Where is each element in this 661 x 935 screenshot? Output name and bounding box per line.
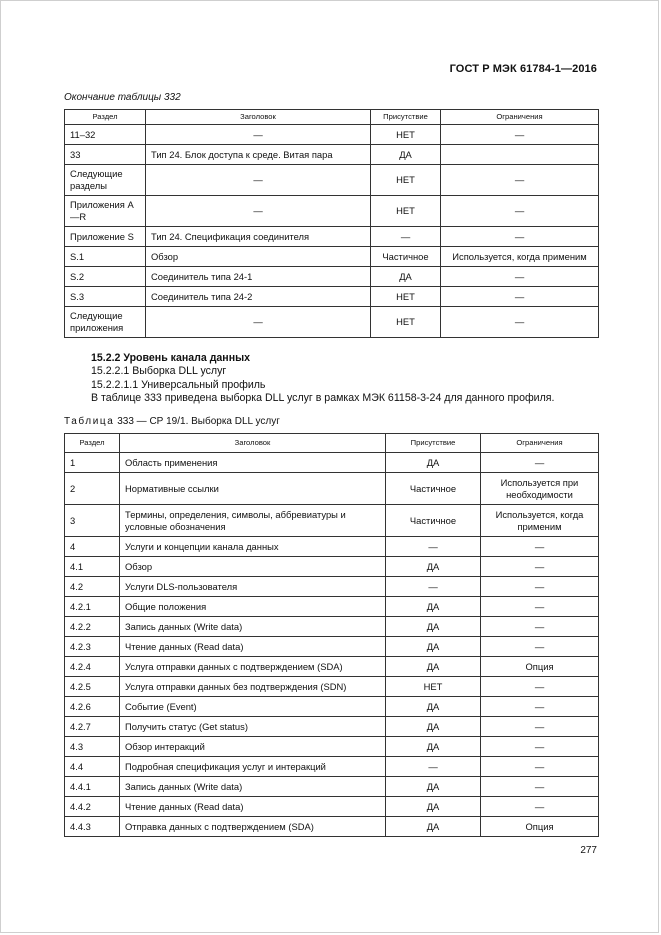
table-row [65,473,599,505]
cell-section: Следующие разделы [65,165,146,196]
cell-presence: — [386,577,481,597]
cell-presence: ДА [386,797,481,817]
cell-section: 4.4 [65,757,120,777]
cell-constraints: — [441,165,599,196]
cell-constraints: — [481,737,599,757]
cell-constraints: — [481,677,599,697]
cell-presence: ДА [386,617,481,637]
table-row [65,597,599,617]
cell-title: Нормативные ссылки [120,473,386,505]
cell-constraints: Используется, когда применим [481,505,599,537]
table-333-caption [64,416,280,427]
section-paragraph: В таблице 333 приведена выборка DLL услуг в рамках МЭК 61158-3-24 для данного профиля. [91,392,555,404]
cell-presence: — [371,227,441,247]
cell-title: Запись данных (Write data) [120,777,386,797]
cell-presence: НЕТ [371,307,441,338]
cell-title: Услуги DLS-пользователя [120,577,386,597]
cell-presence: ДА [386,717,481,737]
cell-title: Обзор интеракций [120,737,386,757]
cell-constraints: Используется при необходимости [481,473,599,505]
table-row [65,287,599,307]
table-row [65,697,599,717]
cell-constraints: — [441,267,599,287]
cell-presence: ДА [386,597,481,617]
table-row [65,637,599,657]
cell-presence: — [386,757,481,777]
table-header-row [65,434,599,453]
cell-title: — [146,196,371,227]
table-row [65,537,599,557]
cell-presence: — [386,537,481,557]
table-333 [64,433,599,837]
cell-constraints: — [481,697,599,717]
cell-section: 3 [65,505,120,537]
cell-constraints: — [441,196,599,227]
table-row [65,227,599,247]
cell-title: Получить статус (Get status) [120,717,386,737]
table-row [65,657,599,677]
cell-section: S.1 [65,247,146,267]
cell-title: Услуга отправки данных с подтверждением (SDA) [120,657,386,677]
table-row [65,677,599,697]
column-header: Присутствие [386,434,481,453]
cell-constraints: — [441,307,599,338]
cell-presence: ДА [386,557,481,577]
cell-title: — [146,165,371,196]
table-row [65,777,599,797]
page-number: 277 [580,845,597,856]
cell-section: 33 [65,145,146,165]
cell-title: Тип 24. Блок доступа к среде. Витая пара [146,145,371,165]
table-row [65,817,599,837]
cell-presence: ДА [386,737,481,757]
cell-presence: Частичное [386,505,481,537]
column-header: Ограничения [481,434,599,453]
cell-constraints: — [481,757,599,777]
cell-section: 4.4.2 [65,797,120,817]
section-subheading: 15.2.2.1 Выборка DLL услуг [91,365,227,377]
cell-section: 4.2.6 [65,697,120,717]
cell-presence: НЕТ [371,196,441,227]
table-332 [64,109,599,338]
column-header: Присутствие [371,110,441,125]
column-header: Раздел [65,110,146,125]
cell-constraints: — [481,597,599,617]
cell-section: Приложения А—R [65,196,146,227]
cell-title: Обзор [146,247,371,267]
table-header-row [65,110,599,125]
cell-title: Тип 24. Спецификация соединителя [146,227,371,247]
cell-title: Услуга отправки данных без подтверждения (SDN) [120,677,386,697]
cell-presence: ДА [371,145,441,165]
cell-section: Следующие приложения [65,307,146,338]
cell-constraints: — [481,453,599,473]
cell-title: Термины, определения, символы, аббревиатуры и условные обозначения [120,505,386,537]
cell-presence: ДА [386,697,481,717]
cell-title: Общие положения [120,597,386,617]
cell-title: — [146,125,371,145]
cell-title: Область применения [120,453,386,473]
cell-constraints: — [481,617,599,637]
table-row [65,737,599,757]
cell-section: 4.1 [65,557,120,577]
cell-constraints: Опция [481,657,599,677]
table-row [65,617,599,637]
cell-presence: НЕТ [371,125,441,145]
cell-title: Событие (Event) [120,697,386,717]
cell-constraints: — [481,637,599,657]
table-row [65,505,599,537]
cell-section: 4.2 [65,577,120,597]
cell-section: 1 [65,453,120,473]
cell-section: S.3 [65,287,146,307]
cell-title: Услуги и концепции канала данных [120,537,386,557]
cell-title: Запись данных (Write data) [120,617,386,637]
cell-constraints: — [441,227,599,247]
cell-presence: НЕТ [386,677,481,697]
cell-constraints: — [481,797,599,817]
cell-title: — [146,307,371,338]
cell-section: 4.4.3 [65,817,120,837]
table-row [65,307,599,338]
column-header: Раздел [65,434,120,453]
cell-section: 4.4.1 [65,777,120,797]
column-header: Заголовок [146,110,371,125]
cell-constraints: — [441,287,599,307]
cell-section: 4.2.1 [65,597,120,617]
cell-title: Чтение данных (Read data) [120,637,386,657]
cell-presence: ДА [386,453,481,473]
cell-section: S.2 [65,267,146,287]
cell-section: 4 [65,537,120,557]
document-header: ГОСТ Р МЭК 61784-1—2016 [449,63,597,75]
cell-section: 4.2.2 [65,617,120,637]
cell-constraints: — [481,557,599,577]
cell-title: Подробная спецификация услуг и интеракций [120,757,386,777]
cell-constraints: Используется, когда применим [441,247,599,267]
cell-title: Отправка данных с подтверждением (SDA) [120,817,386,837]
cell-section: 4.2.5 [65,677,120,697]
table-332-caption: Окончание таблицы 332 [64,92,181,103]
table-row [65,165,599,196]
cell-presence: НЕТ [371,287,441,307]
cell-presence: ДА [386,637,481,657]
cell-presence: ДА [386,777,481,797]
section-subheading: 15.2.2.1.1 Универсальный профиль [91,379,266,391]
section-heading: 15.2.2 Уровень канала данных [91,352,251,364]
column-header: Ограничения [441,110,599,125]
table-row [65,453,599,473]
table-row [65,717,599,737]
cell-section: 4.2.4 [65,657,120,677]
cell-section: 2 [65,473,120,505]
cell-presence: ДА [386,657,481,677]
table-row [65,247,599,267]
cell-constraints: — [481,777,599,797]
cell-title: Соединитель типа 24-1 [146,267,371,287]
cell-constraints [441,145,599,165]
table-row [65,557,599,577]
cell-presence: Частичное [371,247,441,267]
column-header: Заголовок [120,434,386,453]
table-row [65,797,599,817]
cell-presence: ДА [371,267,441,287]
table-row [65,196,599,227]
cell-section: 11–32 [65,125,146,145]
table-row [65,267,599,287]
table-row [65,125,599,145]
cell-constraints: — [481,577,599,597]
table-row [65,145,599,165]
caption-label: Таблица [64,416,115,427]
cell-constraints: — [481,717,599,737]
cell-presence: ДА [386,817,481,837]
cell-title: Соединитель типа 24-2 [146,287,371,307]
cell-section: 4.3 [65,737,120,757]
table-row [65,577,599,597]
cell-title: Обзор [120,557,386,577]
table-row [65,757,599,777]
cell-constraints: — [441,125,599,145]
cell-section: 4.2.7 [65,717,120,737]
cell-presence: НЕТ [371,165,441,196]
cell-title: Чтение данных (Read data) [120,797,386,817]
cell-section: 4.2.3 [65,637,120,657]
cell-constraints: Опция [481,817,599,837]
cell-constraints: — [481,537,599,557]
cell-section: Приложение S [65,227,146,247]
caption-text: 333 — СР 19/1. Выборка DLL услуг [117,416,280,427]
cell-presence: Частичное [386,473,481,505]
